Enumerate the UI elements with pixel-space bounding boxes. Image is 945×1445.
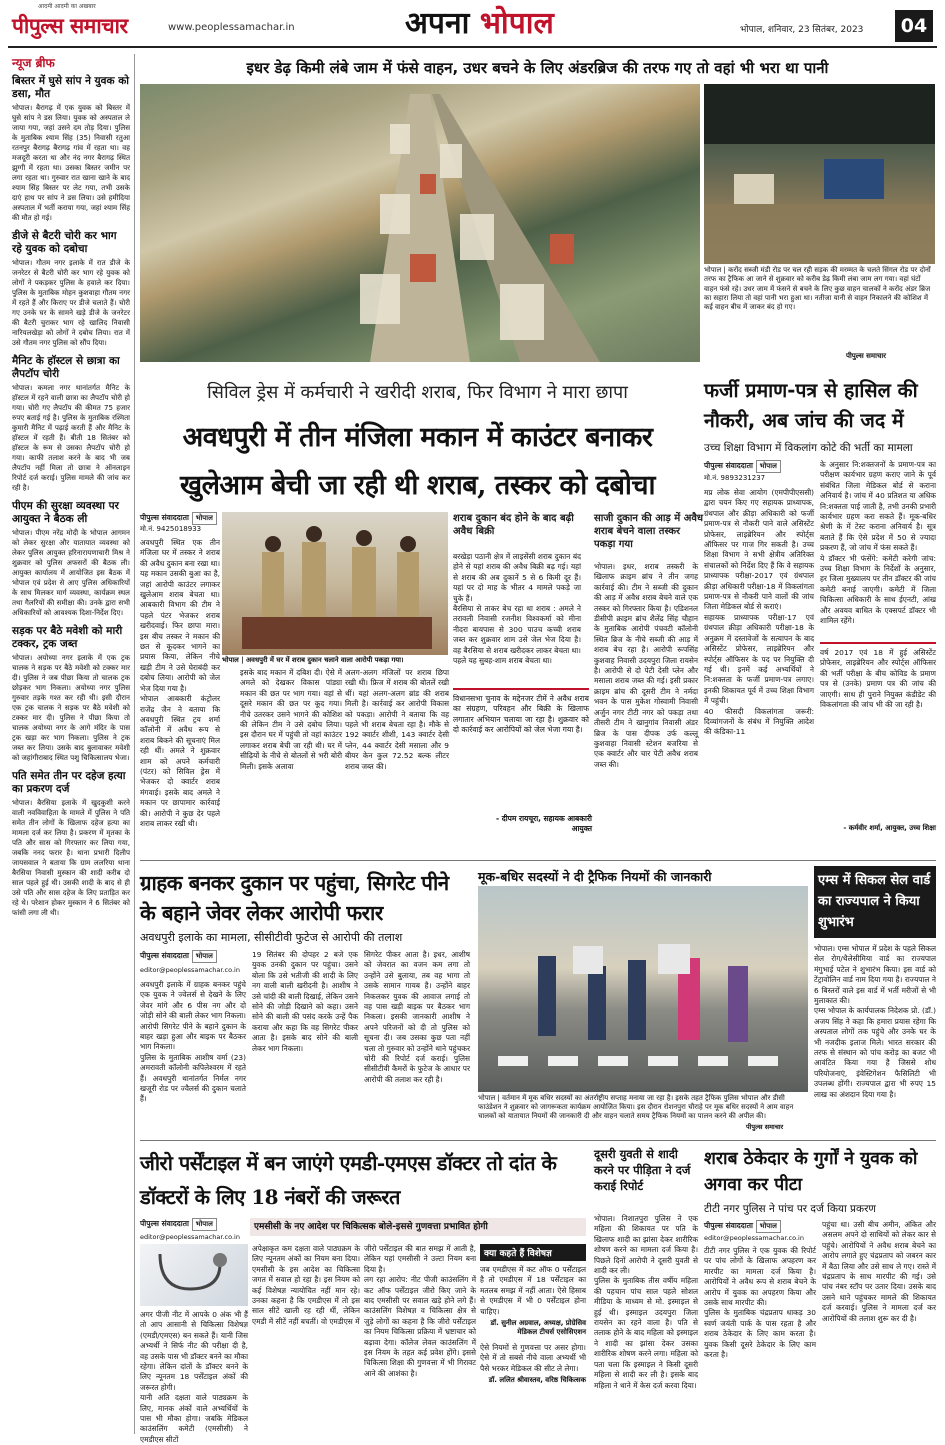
theft-col3: सिगरेट पीकर आता है। इधर, आशीष को जेवरात का वजन कम लगा तो उन्होंने उसे बुलाया, तब वह भागा तो उसके सामान गायब है। उन्होंने बाहर निकलकर युवक की आवाज लगाई तो वह पास खड़ी बाइक पर बैठकर भाग निकला। इसकी जानकारी आशीष ने अपने परिजनों को दी तो पुलिस को सूचना दी। जब उसका कुछ पता नहीं चला तो गुरुवार को उन्होंने थाने पहुंचकर चोरी की रिपोर्ट दर्ज कराई। पुलिस सीसीटीवी कैमरों के फुटेज के आधार पर आरोपी की तलाश कर रही है। xyxy=(364,950,470,1084)
liquor-col2: इसके बाद मकान में दबिश दी। ऐसे में अमले को देखकर विकास पांड्या मकान की छत पर भाग गया। वहां से दूसरे मकान की छत पर कूद गया। नीचे उतरकर उसने भागने की कोशिश की लेकिन टीम ने उसे दबोच लिया। इस दौरान घर में पहुंची तो वहां काउंटर लगाकर शराब बेची जा रही थी। घर में सीढ़ियों के नीचे से बोतलों से भरी बोरी मिली। इसके अलावा xyxy=(240,668,342,771)
liquor-byline-name: पीपुल्स संवाददाता xyxy=(140,513,189,522)
doctor-byline-city: भोपाल xyxy=(192,1218,217,1231)
lead-photo-headline: इधर डेढ़ किमी लंबे जाम में फंसे वाहन, उधर बचने के लिए अंडरब्रिज की तरफ गए तो वहां भी भरा था पानी xyxy=(246,59,829,77)
traffic-awareness-photo xyxy=(478,886,808,1092)
underbridge-photo xyxy=(704,84,935,264)
doctor-byline xyxy=(140,1218,248,1231)
liquor-mobile: मो.नं. 9425018933 xyxy=(140,525,202,533)
kidnap-byline-city: भोपाल xyxy=(756,1220,781,1233)
news-brief-body: भोपाल। कमला नगर थानांतर्गत मैनिट के हॉस्टल में रहने वाली छात्रा का लैपटॉप चोरी हो गया। चोरी गए लैपटॉप की कीमत 75 हजार रुपए बताई गई है। पुलिस के मुताबिक रश्मिता कुमारी मैनिट में पढ़ाई करती हैं और मैनिट के हॉस्टल में रहती हैं। बीती 18 सितंबर को हॉस्टल के रूम से उसका लैपटॉप चोरी हो गया। काफी तलाश करने के बाद भी जब लैपटॉप नहीं मिला तो छात्रा ने ऑनलाइन रिपोर्ट दर्ज कराई। पुलिस मामले की जांच कर रही है। xyxy=(12,383,130,492)
liquor-sub2-headline: साजी दुकान की आड़ में अवैध शराब बेचने वाला तस्कर पकड़ा गया xyxy=(594,513,704,550)
news-brief-headline: पति समेत तीन पर दहेज हत्या का प्रकरण दर्ज xyxy=(12,770,126,795)
lead-photo-caption: भोपाल | करोंद सब्जी मंडी रोड पर चल रही सड़क की मरम्मत के चलते सिंगल रोड पर दोनों तरफ का ट्रैफिक आ जाने से शुक्रवार को करीब डेढ़ किमी लंबा जाम लग गया। वहां घंटों वाहन फंसे रहे। उधर जाम में फंसने से बचने के लिए कुछ वाहन चालकों ने करोंद अंडर ब्रिज का सहारा लिया तो वहां पानी भरा हुआ था। नतीजा यानी से वाहन निकालने की कोशिश में कई वाहन बीच में जाकर बंद हो गए। xyxy=(704,266,931,312)
liquor-sub2-body: भोपाल। इधर, शराब तस्करी के खिलाफ क्राइम ब्रांच ने तीन जगह कार्रवाई की। टीम ने सब्जी की दुकान की आड़ में अवैध शराब बेचने वाले एक तस्कर को गिरफ्तार किया है। एडिशनल डीसीपी क्राइम ब्रांच शैलेंद्र सिंह चौहान के मुताबिक आरोपी पंचवटी कॉलोनी स्थित ब्रिज के नीचे सब्जी की आड़ में शराब बेच रहा है। आरोपी रूपसिंह कुशवाह निवासी उदयपुरा जिला रायसेन है। आरोपी से दो पेटी देसी प्लेन और मसाला शराब जब्त की गई। इसी प्रकार क्राइम ब्रांच की दूसरी टीम ने नर्मदा भवन के पास मुकेश गोस्वामी निवासी अर्जुन नगर टीटी नगर को पकड़ा तथा तीसरी टीम ने खानुगांव निवासी अंडर ब्रिज के पास दीपक उर्फ कल्लू कुशवाहा निवासी स्टेशन बजरिया से एक क्वार्टर और चार पेटी अवैध शराब जब्त की। xyxy=(594,562,698,769)
news-brief-item xyxy=(12,500,130,618)
doctor-subhead: एमसीसी के नए आदेश पर चिकित्सक बोले-इससे गुणवत्ता प्रभावित होगी xyxy=(254,1222,488,1232)
liquor-byline-city: भोपाल xyxy=(192,512,217,525)
liquor-col3: अलग-अलग मंजिलों पर शराब छिपा रखी थी। फ्रिज में शराब की बोतलें रखी थीं। यहां अलग-अलग ब्रांड की शराब मिली है। कार्रवाई कर आरोपी विकास को पकड़ा। आरोपी ने बताया कि वह पहले भी शराब बेचता रहा है। मौके से 192 क्वार्टर शीशी, 143 क्वार्टर देसी प्लेन, 44 क्वार्टर देसी मसाला और 9 बीयर केन कुल 72.52 बल्क लीटर शराब जब्त की। xyxy=(345,668,449,771)
doctor-stethoscope-photo xyxy=(140,1244,248,1306)
theft-byline-city: भोपाल xyxy=(192,950,217,963)
theft-col1: अवधपुरी इलाके में ग्राहक बनकर पहुंचे एक युवक ने ज्वेलर्स से देखने के लिए जेवर मांगे और 6 पीस नग और दो जोड़ी सोने की बाली लेकर भाग निकला। आरोपी सिगरेट पीने के बहाने दुकान के बाहर खड़ा हुआ और बाइक पर बैठकर भाग निकला। पुलिस के मुताबिक आशीष वर्मा (23) अमरावती कॉलोनी कपिलेश्वरम में रहते हैं। अवधपुरी थानांतर्गत निर्मल नगर खजूरी रोड पर ज्वैलर्स की दुकान चलाते हैं। xyxy=(140,980,246,1104)
second-wife-body: भोपाल। निशातपुरा पुलिस ने एक महिला की शिकायत पर पति के खिलाफ शादी का झांसा देकर शारीरिक शोषण करने का मामला दर्ज किया है। पिछले दिनों आरोपी ने दूसरी युवती से शादी कर ली। पुलिस के मुताबिक तीस वर्षीय महिला की पहचान पांच साल पहले सोशल मीडिया के माध्यम से मो. इस्माइल से हुई थी। इस्माइल उदयपुरा जिला रायसेन का रहने वाला है। पति से तलाक होने के बाद महिला को इस्माइल ने शादी का झांसा देकर उसका शारीरिक शोषण करने लगा। महिला को पता चला कि इस्माइल ने किसी दूसरी महिला से शादी कर ली है। इसके बाद महिला ने थाने में केस दर्ज करवा दिया। xyxy=(594,1214,698,1390)
liquor-quote-author: - दीपम रायचूरा, सहायक आबकारी आयुक्त xyxy=(496,814,592,833)
stethoscope-icon xyxy=(140,1244,248,1306)
news-brief-headline: बिस्तर में घुसे सांप ने युवक को डसा, मौत xyxy=(12,75,129,100)
doctor-headline: जीरो पर्सेंटाइल में बन जाएंगे एमडी-एमएस डॉक्टर तो दांत के डॉक्टरों के लिए 18 नंबरों की जरूरत xyxy=(140,1151,557,1209)
fake-cert-quote-author: - कर्मवीर शर्मा, आयुक्त, उच्च शिक्षा xyxy=(843,824,936,832)
news-brief-headline: पीएम की सुरक्षा व्यवस्था पर आयुक्त ने बैठक ली xyxy=(12,500,119,525)
news-brief-body: भोपाल। गौतम नगर इलाके में रात डीजे के जनरेटर से बैटरी चोरी कर भाग रहे युवक को लोगों ने पकड़कर पुलिस के हवाले कर दिया। पुलिस के मुताबिक मोहन कुशवाहा गौतम नगर में रहते हैं और किराए पर डीजे चलाते हैं। चोरी गए उनके घर के सामने खड़े डीजे के जनरेटर की बैटरी चुराकर भाग रहे खालिद निवासी नारियलखेड़ा को लोगों ने दबोच लिया। रात में उसे गौतम नगर पुलिस को सौंप दिया। xyxy=(12,258,130,347)
fake-cert-headline: फर्जी प्रमाण-पत्र से हासिल की नौकरी, अब जांच की जद में xyxy=(704,379,918,432)
doctor-expert-box xyxy=(480,1244,586,1438)
dateline: भोपाल, शनिवार, 23 सितंबर, 2023 xyxy=(740,25,864,35)
second-wife-headline: दूसरी युवती से शादी करने पर पीड़िता ने दर्ज कराई रिपोर्ट xyxy=(594,1147,691,1193)
aiims-headline: एम्स में सिकल सेल वार्ड का राज्यपाल ने किया शुभारंभ xyxy=(818,873,931,930)
fake-cert-byline-name: पीपुल्स संवाददाता xyxy=(704,461,753,470)
news-brief-body: भोपाल। पीएम नरेंद्र मोदी के भोपाल आगमन को लेकर सुरक्षा और यातायात व्यवस्था को लेकर पुलिस आयुक्त हरिनारायणाचारी मिश्र ने शुक्रवार को पुलिस अफसरों की बैठक ली। आयुक्त कार्यालय में आयोजित इस बैठक में भोपाल एवं प्रदेश से आए पुलिस अधिकारियों के साथ मिलकर मार्ग व्यवस्था, कार्यक्रम स्थल तथा गैलरियों की समीक्षा की। उनके द्वारा सभी अधिकारियों को आवश्यक दिशा-निर्देश दिए। xyxy=(12,528,130,617)
liquor-quote-box xyxy=(453,688,589,814)
news-brief-item xyxy=(12,770,130,918)
kidnap-col2: पहुंचा था। उसी बीच अमीन, अंकित और असलम अपने दो साथियों को लेकर कार से पहुंचे। आरोपियों ने अवैध शराब बेचने का आरोप लगाते हुए चंद्रप्रताप को जबरन कार में बैठा लिया और उसे साथ ले गए। रास्ते में चंद्रप्रताप के साथ मारपीट की गई। उसे पांच नंबर स्टॉप पर उतार दिया। उसके बाद उसने थाने पहुंचकर मामले की शिकायत दर्ज करवाई। पुलिस ने मामला दर्ज कर आरोपियों की तलाश शुरू कर दी है। xyxy=(822,1220,936,1323)
logo-subtitle: आदमी आदमी का अखबार xyxy=(38,3,96,10)
news-brief-headline: मैनिट के हॉस्टल से छात्रा का लैपटॉप चोरी xyxy=(12,355,120,380)
news-brief-body: भोपाल। बैरसिया इलाके में खुदकुशी करने वाली नवविवाहिता के मामले में पुलिस ने पति समेत तीन लोगों के खिलाफ दहेज हत्या का मामला दर्ज कर लिया है। प्रकरण में मृतका के पति और सास को गिरफ्तार कर लिया गया, जबकि ननद फरार है। थाना प्रभारी दिलीप जायसवाल ने बताया कि ग्राम ललरिया थाना बैरसिया निवासी मुस्कान की शादी करीब दो साल पहले हुई थी। उसकी शादी के बाद से ही उसे पति और सास दहेज के लिए प्रताड़ित कर रहे थे। परेशान होकर मुस्कान ने 6 सितंबर को फांसी लगा ली थी। xyxy=(12,798,130,917)
news-brief-item xyxy=(12,625,130,763)
fake-cert-quote-box xyxy=(820,642,936,822)
fake-cert-byline-city: भोपाल xyxy=(756,460,781,473)
kidnap-byline xyxy=(704,1220,816,1233)
doctor-col3: जीरो पर्सेंटाइल की बात समझ में आती है, लेकिन यहां एमसीसी ने उल्टा नियम बना दिया है। लग रहा आरोप: नीट पीजी काउंसलिंग में कट ऑफ पर्सेंटाइल जीरो किए जाने के बाद एमसीसी पर सवाल खड़े होने लगे हैं। काउंसलिंग विशेषज्ञ व चिकित्सा क्षेत्र से जुड़े लोगों का कहना है कि जीरो पर्सेंटाइल का नियम चिकित्सा प्रक्रिया में भ्रष्टाचार को बढ़ावा देगा। कॉलेज लेवल काउंसलिंग में इस नियम के तहत कई प्रवेश होंगे। इससे चिकित्सा शिक्षा की गुणवत्ता में भी गिरावट आने की आशंका है। xyxy=(364,1244,476,1378)
news-brief-body: भोपाल। बैरागढ़ में एक युवक को बिस्तर में घुसे सांप ने डस लिया। युवक को अस्पताल ले जाया गया, जहां उसने दम तोड़ दिया। पुलिस के मुताबिक श्याम सिंह (35) निवासी रतुआ रतनपुर बैरागढ़ बैरागढ़ गांव में रहता था। वह मजदूरी करता था और नंद नगर बैरागढ़ स्थित झुग्गी में रहता था। उसका बिस्तर जमीन पर लगा रहता था। गुरुवार रात खाना खाने के बाद श्याम सिंह बिस्तर पर लेट गया, तभी उसके दाएं हाथ पर सांप ने डस लिया। उसे हमीदिया अस्पताल में भर्ती कराया गया, जहां श्याम सिंह की मौत हो गई। xyxy=(12,103,130,222)
liquor-sub1-headline: शराब दुकान बंद होने के बाद बढ़ी अवैध बिक्री xyxy=(453,513,574,537)
lead-photo-credit: पीपुल्स समाचार xyxy=(846,352,887,360)
lower-rule xyxy=(140,1140,936,1141)
kidnap-byline-name: पीपुल्स संवाददाता xyxy=(704,1221,753,1230)
liquor-raid-photo xyxy=(222,512,448,655)
fake-cert-mobile: मो.नं. 9893231237 xyxy=(704,474,766,482)
underbridge-illustration xyxy=(704,84,935,264)
fake-cert-byline xyxy=(704,460,814,473)
page-number: 04 xyxy=(895,10,933,42)
masthead-rule xyxy=(8,46,937,48)
doctor-expert2-name: डॉ. ललित श्रीवास्तव, वरिष्ठ चिकित्सक xyxy=(488,1376,586,1385)
theft-email: editor@peoplessamachar.co.in xyxy=(140,966,240,974)
kidnap-email: editor@peoplessamachar.co.in xyxy=(704,1234,804,1242)
fake-cert-col2: के अनुसार नि:शक्तजनों के प्रमाण-पत्र का परीक्षण कार्यभार ग्रहण कराए जाने के पूर्व संबंधित जिला मेडिकल बोर्ड से कराना अनिवार्य है। जांच में 40 प्रतिशत या अधिक नि:शक्तता पाई जाती है, तभी उनकी प्रभारी कार्यभार ग्रहण करा सकते हैं। मूक-बधिर श्रेणी के में टेस्ट कराना अनिवार्य है। सूत्र बताते हैं कि ऐसे प्रदेश में 50 से ज्यादा प्रकरण हैं, जो जांच में फंस सकते हैं। ये डॉक्टर भी फंसेंगे: कमेटी करेगी जांच: उच्च शिक्षा विभाग के निर्देशों के अनुसार, हर जिला मुख्यालय पर तीन डॉक्टर की जांच कमेटी बनाई जाएगी। कमेटी में जिला चिकित्सा अधिकारी के साथ ईएनटी, आंख और अवयव बाधित के एक्सपर्ट डॉक्टर भी शामिल रहेंगे। xyxy=(820,460,936,626)
news-brief-sidebar xyxy=(12,54,130,1439)
news-brief-body: भोपाल। अयोध्या नगर इलाके में एक ट्रक चालक ने सड़क पर बैठे मवेशी को टक्कर मार दी। पुलिस ने जब पीछा किया तो चालक ट्रक छोड़कर भाग निकला। अयोध्या नगर पुलिस गुरुवार तड़के गश्त कर रही थी। इसी दौरान एक ट्रक चालक ने सड़क पर बैठे मवेशी को टक्कर मार दी। पुलिस ने पीछा किया तो चालक अयोध्या नगर के आगे मंदिर के पास ट्रक खड़ा कर भाग निकला। पुलिस ने ट्रक जब्त कर लिया। उसके बाद बुलावाकर मवेशी को जहांगीराबाद स्थित पशु चिकित्सालय भेजा। xyxy=(12,653,130,762)
news-brief-item xyxy=(12,355,130,493)
liquor-quote: विधानसभा चुनाव के मद्देनजर टीमें ने अवैध शराब का संग्रहण, परिवहन और बिक्री के खिलाफ लगातार अभियान चलाया जा रहा है। शुक्रवार को दो कार्रवाई कर आरोपियों को जेल भेजा गया है। xyxy=(453,694,589,735)
theft-subhead: अवधपुरी इलाके का मामला, सीसीटीवी फुटेज से आरोपी की तलाश xyxy=(140,931,403,944)
news-brief-item xyxy=(12,230,130,348)
fake-cert-col1: मप्र लोक सेवा आयोग (एमपीपीएससी) द्वारा चयन किए गए सहायक प्राध्यापक, ग्रंथपाल और क्रीड़ा अधिकारी को फर्जी प्रमाण-पत्र से नौकरी पाने वाले असिस्टेंट प्रोफेसर, लाइब्रेरियन और स्पोर्ट्स ऑफिसर पर गाज गिर सकती है। उच्च शिक्षा विभाग ने सभी क्षेत्रीय अतिरिक्त संचालकों को निर्देश दिए हैं कि वे सहायक प्राध्यापक परीक्षा-2017 एवं ग्रंथपाल क्रीड़ा अधिकारी परीक्षा-18 में विकलांगता प्रमाण-पत्र से नौकरी पाने वालों की जांच जिला मेडिकल बोर्ड से कराएं। सहायक प्राध्यापक परीक्षा-17 एवं ग्रंथपाल क्रीड़ा अधिकारी परीक्षा-18 के अनुक्रम में दस्तावेजों के सत्यापन के बाद असिस्टेंट प्रोफेसर, लाइब्रेरियन और स्पोर्ट्स ऑफिसर के पद पर नियुक्ति दी गई थी। इनमें कई अभ्यर्थियों ने नि:शक्तता के फर्जी प्रमाण-पत्र लगाए। इनकी शिकायत पूर्व में उच्च शिक्षा विभाग में पहुंची। 40 फीसदी विकलांगता जरूरी: दिव्यांगजनों के संबंध में नियुक्ति आदेश की कंडिका-11 xyxy=(704,488,814,737)
news-brief-tag: न्यूज ब्रीफ xyxy=(12,56,55,70)
theft-byline xyxy=(140,950,250,963)
doctor-expert1: जब एमडीएस में कट ऑफ 0 पर्सेंटाइल है तो एमडीएस में 18 पर्सेंटाइल का मतलब समझ में नहीं आता। ऐसे हिसाब से एमडीएस में भी 0 पर्सेंटाइल होना चाहिए। xyxy=(480,1265,586,1316)
news-brief-headline: डीजे से बैटरी चोरी कर भाग रहे युवक को दबोचा xyxy=(12,230,117,255)
doctor-expert1-name: डॉ. सुनील अग्रवाल, अध्यक्ष, प्रोग्रेसिव मेडिकल टीचर्स एसोसिएशन xyxy=(490,1319,586,1337)
traffic-jam-illustration xyxy=(140,84,700,362)
aiims-body: भोपाल। एम्स भोपाल में प्रदेश के पहले सिकल सेल रोग/थैलेसीमिया वार्ड का राज्यपाल मंगुभाई पटेल ने शुभारंभ किया। इस वार्ड को टेंट्रावोलिन वार्ड नाम दिया गया है। राज्यपाल ने 6 बिस्तरों वाले इस वार्ड में भर्ती मरीजों से भी मुलाकात की। एम्स भोपाल के कार्यपालक निदेशक प्रो. (डॉ.) अजय सिंह ने कहा कि हमारा प्रयास रहेगा कि अस्पताल लोगों तक पहुंचे और उनके घर के भी नजदीक इलाज मिले। भारत सरकार की तरफ से संस्थान को पांच करोड़ का बजट भी आवंटित किया गया है जिससे शोध परियोजनाएं, इंवेस्टिगेशन फैसिलिटी भी उपलब्ध होंगी। राज्यपाल द्वारा भी रुपए 15 लाख का अंशदान दिया गया है। xyxy=(814,944,936,1099)
liquor-col1-cont xyxy=(140,666,236,848)
fake-cert-quote: वर्ष 2017 एवं 18 में हुई असिस्टेंट प्रोफेसर, लाइब्रेरियन और स्पोर्ट्स ऑफिसर की भर्ती परीक्षा के बीच कोविड के प्रमाण पत्र से (उनके) प्रमाण पत्र की जांच की जाएगी। साथ ही पुराने नियुक्त कंडीडेट की विकलांगता की जांच भी की जा रही है। xyxy=(820,648,936,710)
website: www.peoplessamachar.in xyxy=(168,22,295,33)
sidebar-divider xyxy=(134,54,135,1434)
theft-byline-name: पीपुल्स संवाददाता xyxy=(140,951,189,960)
traffic-jam-photo xyxy=(140,84,700,362)
news-brief-item xyxy=(12,75,130,223)
traffic-awareness-illustration xyxy=(478,886,808,1092)
liquor-col1: अवधपुरी स्थित एक तीन मंजिला घर में तस्कर ने शराब की अवैध दुकान बना रखा था। यह मकान उसकी बुआ का है, जहां आरोपी काउंटर लगाकर खुलेआम शराब बेचता था। आबकारी विभाग की टीम ने पहले पंटर भेजकर शराब खरीदवाई। फिर छापा मारा। इस बीच तस्कर ने मकान की छत से कूदकर भागने का प्रयास किया, लेकिन नीचे खड़ी टीम ने उसे घेराबंदी कर दबोच लिया। आरोपी को जेल भेज दिया गया है। भोपाल आबकारी कंट्रोलर राजेंद्र जैन ने बताया कि अवधपुरी स्थित ट्रय शर्मा कॉलोनी में अवैध रूप से शराब बिकने की सूचनाएं मिल रही थीं। अमले ने शुक्रवार शाम को अपने कर्मचारी (पंटर) को सिविल ड्रेस में भेजकर दो क्वार्टर शराब मंगवाई। इसके बाद अमले ने मकान पर छापामार कार्रवाई की। आरोपी ने कुछ देर पहले शराब लाकर रखी थी। xyxy=(140,538,220,828)
news-brief-headline: सड़क पर बैठे मवेशी को मारी टक्कर, ट्रक जब्त xyxy=(12,625,123,650)
doctor-byline-name: पीपुल्स संवाददाता xyxy=(140,1219,189,1228)
doctor-col1: अगर पीजी नीट में आपके 0 अंक भी हैं तो आप आसानी से चिकित्सा विशेषज्ञ (एमडी/एमएस) बन सकते हैं। यानी जिस अभ्यर्थी ने सिर्फ नीट की परीक्षा दी है, वह उसके पास भी डॉक्टर बनने का मौका रहेगा। लेकिन दांतों के डॉक्टर बनने के लिए न्यूनतम 18 पर्सेंटाइल अंकों की जरूरत होगी। यानी अति दक्षता वाले पाठ्यक्रम के लिए, मानक अंकों वाले अभ्यर्थियों के पास भी मौका होगा। जबकि मेडिकल काउंसलिंग कमेटी (एमसीसी) ने एमडीएस सीटों xyxy=(140,1310,249,1444)
liquor-raid-illustration xyxy=(222,512,448,655)
theft-col2: 19 सितंबर की दोपहर 2 बजे एक युवक उनकी दुकान पर पहुंचा। उसने बोला कि उसे भतीजी की शादी के लिए नग वाली बाली खरीदनी है। आशीष ने उसे चांदी की बाली दिखाई, लेकिन उसने सोने की जोड़ी दिखाने को कहा। उसने सोने की बाली की पसंद करके उन्हें पैक कराया और कहा कि वह सिगरेट पीकर आता है। इसके बाद सोने की बाली लेकर भाग निकला। xyxy=(252,950,358,1053)
traffic-headline: मूक-बधिर सदस्यों ने दी ट्रैफिक नियमों की जानकारी xyxy=(478,869,712,884)
doctor-col2: अपेक्षाकृत कम दक्षता वाले पाठ्यक्रम के लिए न्यूनतम अंकों का नियम बना दिया। एमसीसी के इस आदेश का चिकित्सा जगत में सवाल हो रहा है। इस नियम को कई विशेषज्ञ न्यायोचित नहीं मान रहे। उनका कहना है कि एमडीएस में तो इस साल सीटें खाली रह रही थीं, लेकिन एमडी में सीटें नहीं बचतीं। वो एमडीएस में xyxy=(252,1244,360,1326)
liquor-sub1-body: बरखेड़ा पठानी क्षेत्र में लाइसेंसी शराब दुकान बंद होने से यहां शराब की अवैध बिक्री बढ़ गई। यहां से शराब की अब दुकानें 5 से 6 किमी दूर हैं। यहां पर दो माह के भीतर 4 मामले पकड़े जा चुके हैं। बैरसिया से ताकर बेच रहा था शराब : अमले ने तरावली निवासी रजनीश विश्वकर्मा को मीना नीदरा बायपास से 300 पाउच कच्ची शराब जब्त कर शुक्रवार शाम उसे जेल भेज दिया है। वह बैरसिया से शराब खरीदकर लाकर बेचता था। पहले यह सुबह-शाम शराब बेचता था। xyxy=(453,552,581,666)
traffic-credit: पीपुल्स समाचार xyxy=(746,1123,784,1131)
traffic-caption: भोपाल | वर्तमान में मूक बधिर सदस्यों का अंतर्राष्ट्रीय सप्ताह मनाया जा रहा है। इसके तहत ट्रैफिक पुलिस भोपाल और डीसी फाउंडेशन ने शुक्रवार को जागरूकता कार्यक्रम आयोजित किया। इस दौरान रोशनपुरा चौराहे पर मूक बधिर सदस्यों ने आम वाहन चालकों को यातायात नियमों की जानकारी दी और वाहन चलाते समय ट्रैफिक नियमों का पालन करने की अपील की। xyxy=(478,1094,794,1120)
doctor-email: editor@peoplessamachar.co.in xyxy=(140,1233,240,1241)
fake-cert-subhead: उच्च शिक्षा विभाग में विकलांग कोटे की भर्ती का मामला xyxy=(704,442,913,454)
doctor-expert2: ऐसे नियमों से गुणवत्ता पर असर होगा। ऐसे में तो सबसे नीचे वाला अभ्यर्थी भी पैसे भरकर मेडिकल की सीट ले लेगा। xyxy=(480,1343,586,1373)
masthead xyxy=(0,0,945,50)
section-title xyxy=(405,7,554,41)
kidnap-subhead: टीटी नगर पुलिस ने पांच पर दर्ज किया प्रकरण xyxy=(704,1203,876,1215)
section-title-a: अपना xyxy=(405,6,470,41)
doctor-subhead-bar xyxy=(250,1218,586,1236)
mid-rule xyxy=(140,860,936,861)
liquor-kicker: सिविल ड्रेस में कर्मचारी ने खरीदी शराब, फिर विभाग ने मारा छापा xyxy=(207,382,628,403)
aiims-headline-box xyxy=(814,866,936,938)
kidnap-col1: टीटी नगर पुलिस ने एक युवक की रिपोर्ट पर पांच लोगों के खिलाफ अपहरण कर मारपीट का मामला दर्ज किया है। आरोपियों ने अवैध रूप से शराब बेचने के आरोप में युवक का अपहरण किया और उसके साथ मारपीट की। पुलिस के मुताबिक चंद्रप्रताप धाकड़ 30 स्वर्ण जयंती पार्क के पास रहता है और शराब ठेकेदार के लिए काम करता है। युवक किसी दूसरे ठेकेदार के लिए काम करता है। xyxy=(704,1246,816,1360)
doctor-expert-head: क्या कहते हैं विशेषज्ञ xyxy=(480,1244,586,1261)
liquor-headline: अवधपुरी में तीन मंजिला मकान में काउंटर बनाकर खुलेआम बेची जा रही थी शराब, तस्कर को दबोचा xyxy=(179,422,656,501)
section-title-b: भोपाल xyxy=(479,6,554,41)
logo: पीपुल्स समाचार xyxy=(12,13,128,38)
kidnap-headline: शराब ठेकेदार के गुर्गों ने युवक को अगवा कर पीटा xyxy=(704,1149,918,1195)
theft-headline: ग्राहक बनकर दुकान पर पहुंचा, सिगरेट पीने के बहाने जेवर लेकर आरोपी फरार xyxy=(140,871,449,925)
liquor-photo-caption: भोपाल | अवधपुरी में घर में शराब दुकान चलाने वाला आरोपी पकड़ा गया। xyxy=(222,656,404,664)
